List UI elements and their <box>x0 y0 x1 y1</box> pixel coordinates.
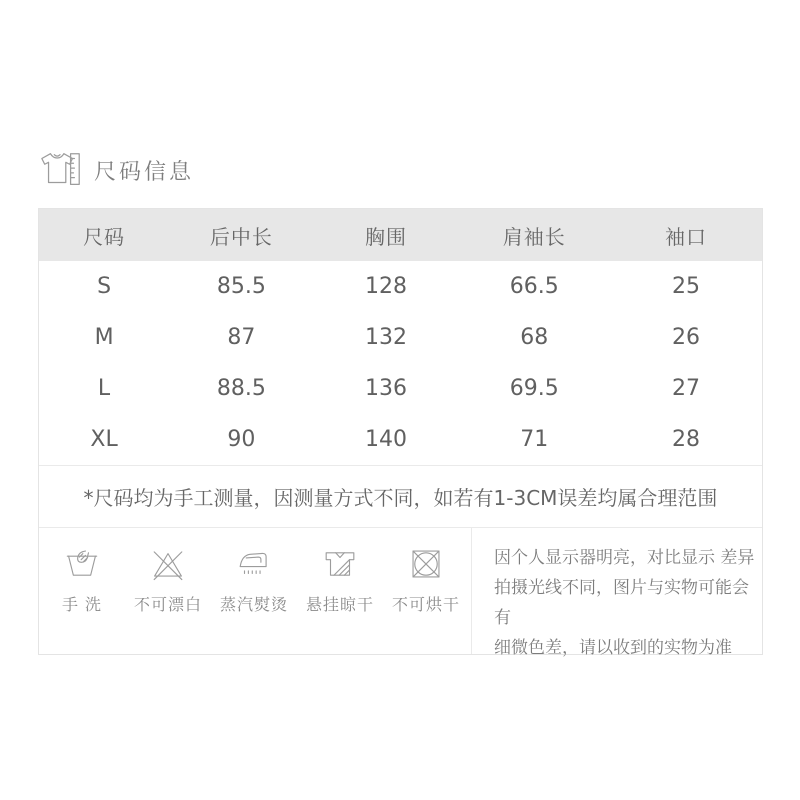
care-icons-group <box>39 528 471 654</box>
steam-iron-icon <box>235 545 273 583</box>
note-line: 细微色差，请以收到的实物为准 <box>494 638 732 658</box>
cell-size: S <box>97 274 112 299</box>
shirt-ruler-icon <box>38 150 84 190</box>
table-header-row <box>39 209 762 261</box>
cell-value: 132 <box>365 325 408 350</box>
size-info-section <box>38 148 763 658</box>
hang-dry-icon <box>321 545 359 583</box>
care-label: 蒸汽熨烫 <box>219 595 288 614</box>
column-header-bust: 胸围 <box>365 224 408 249</box>
size-table <box>38 208 763 658</box>
cell-size: M <box>94 325 114 350</box>
care-item-steam-iron <box>211 545 297 654</box>
cell-value: 71 <box>520 427 549 452</box>
care-item-hang-dry <box>297 545 383 654</box>
disclaimer-row <box>39 465 762 527</box>
care-label: 手 洗 <box>61 595 103 614</box>
cell-value: 28 <box>672 427 701 452</box>
cell-value: 68 <box>520 325 549 350</box>
column-header-size: 尺码 <box>83 224 126 249</box>
care-instructions <box>39 527 762 658</box>
care-item-no-bleach <box>125 545 211 654</box>
no-tumble-dry-icon <box>407 545 445 583</box>
cell-value: 27 <box>672 376 701 401</box>
cell-value: 140 <box>365 427 408 452</box>
color-difference-note <box>471 528 762 658</box>
table-row <box>39 312 762 363</box>
note-line: 因个人显示器明亮，对比显示 差异 <box>494 548 755 568</box>
care-item-hand-wash <box>39 545 125 654</box>
section-title: 尺码信息 <box>94 159 195 185</box>
cell-value: 26 <box>672 325 701 350</box>
table-row <box>39 261 762 312</box>
cell-value: 90 <box>227 427 256 452</box>
care-label: 悬挂晾干 <box>305 595 374 614</box>
cell-value: 136 <box>365 376 408 401</box>
column-header-shoulder-sleeve: 肩袖长 <box>502 224 566 249</box>
table-row <box>39 414 762 465</box>
care-label: 不可烘干 <box>391 595 460 614</box>
hand-wash-icon <box>63 545 101 583</box>
measurement-disclaimer: *尺码均为手工测量，因测量方式不同，如若有1-3CM误差均属合理范围 <box>83 486 718 510</box>
no-bleach-icon <box>149 545 187 583</box>
cell-value: 69.5 <box>509 376 559 401</box>
cell-value: 88.5 <box>216 376 266 401</box>
cell-size: L <box>97 376 111 401</box>
section-title-bar <box>38 148 763 192</box>
cell-value: 25 <box>672 274 701 299</box>
cell-value: 128 <box>365 274 408 299</box>
cell-value: 85.5 <box>216 274 266 299</box>
column-header-cuff: 袖口 <box>665 224 708 249</box>
table-row <box>39 363 762 414</box>
cell-value: 87 <box>227 325 256 350</box>
column-header-back-length: 后中长 <box>209 224 273 249</box>
cell-value: 66.5 <box>509 274 559 299</box>
note-line: 拍摄光线不同，图片与实物可能会有 <box>494 578 749 628</box>
cell-size: XL <box>90 427 118 452</box>
care-label: 不可漂白 <box>133 595 202 614</box>
care-item-no-tumble-dry <box>383 545 469 654</box>
